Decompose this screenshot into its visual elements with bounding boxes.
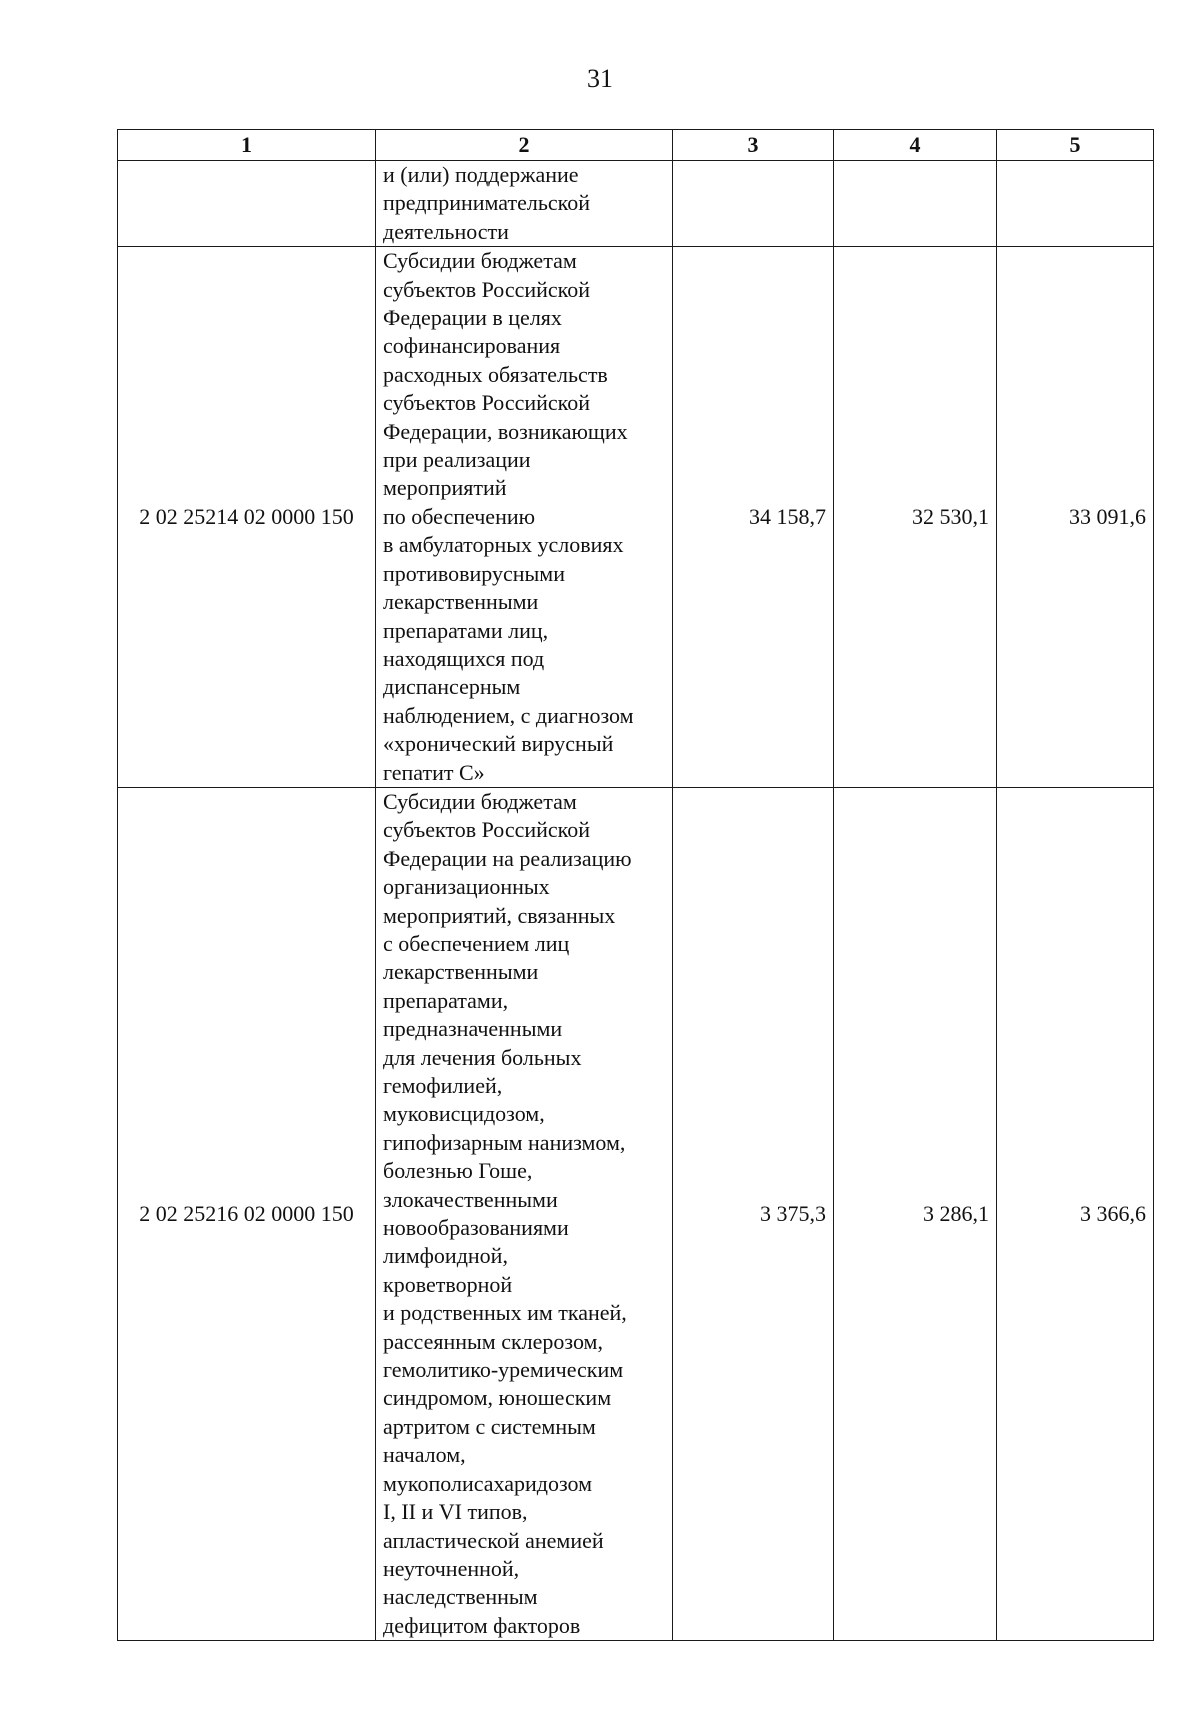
description-cell — [376, 247, 673, 788]
description-line: новообразованиями — [383, 1215, 569, 1241]
budget-code-cell: 2 02 25214 02 0000 150 — [118, 247, 376, 788]
description-line: злокачественными — [383, 1186, 558, 1212]
column-header-3: 3 — [673, 130, 834, 161]
table-row — [118, 787, 1154, 1640]
description-line: I, II и VI типов, — [383, 1499, 528, 1525]
description-line: предпринимательской — [383, 190, 591, 216]
description-line: гипофизарным нанизмом, — [383, 1129, 626, 1155]
description-line: субъектов Российской — [383, 276, 591, 302]
description-line: «хронический вирусный — [383, 731, 614, 757]
budget-code-cell: 2 02 25216 02 0000 150 — [118, 787, 376, 1640]
description-line: в амбулаторных условиях — [383, 532, 624, 558]
description-cell — [376, 787, 673, 1640]
description-line: субъектов Российской — [383, 817, 591, 843]
description-line: рассеянным склерозом, — [383, 1328, 603, 1354]
description-line: противовирусными — [383, 560, 565, 586]
description-line: болезнью Гоше, — [383, 1158, 533, 1184]
description-line: организационных — [383, 874, 550, 900]
description-line: муковисцидозом, — [383, 1101, 545, 1127]
description-line: Субсидии бюджетам — [383, 788, 577, 814]
table-row — [118, 161, 1154, 247]
description-line: Федерации в целях — [383, 305, 562, 331]
description-line: неуточненной, — [383, 1555, 520, 1581]
description-line: началом, — [383, 1442, 466, 1468]
amount-column-4: 32 530,1 — [834, 247, 997, 788]
description-line: дефицитом факторов — [383, 1612, 581, 1638]
description-line: синдромом, юношеским — [383, 1385, 612, 1411]
description-line: Федерации на реализацию — [383, 845, 632, 871]
amount-column-3: 34 158,7 — [673, 247, 834, 788]
description-line: и (или) поддержание — [383, 162, 579, 187]
amount-column-3 — [673, 161, 834, 247]
budget-code-cell — [118, 161, 376, 247]
header-row — [118, 130, 1154, 161]
description-line: наследственным — [383, 1584, 538, 1610]
description-line: для лечения больных — [383, 1044, 582, 1070]
column-header-1: 1 — [118, 130, 376, 161]
description-line: по обеспечению — [383, 503, 536, 529]
description-line: артритом с системным — [383, 1413, 596, 1439]
amount-column-5 — [997, 161, 1154, 247]
description-line: субъектов Российской — [383, 390, 591, 416]
amount-column-4: 3 286,1 — [834, 787, 997, 1640]
amount-column-5: 33 091,6 — [997, 247, 1154, 788]
description-line: гемофилией, — [383, 1073, 503, 1098]
description-line: препаратами, — [383, 987, 509, 1013]
description-line: с обеспечением лиц — [383, 930, 570, 956]
description-line: лимфоидной, — [383, 1243, 508, 1269]
description-line: наблюдением, с диагнозом — [383, 702, 634, 728]
column-header-2: 2 — [376, 130, 673, 161]
amount-column-3: 3 375,3 — [673, 787, 834, 1640]
description-line: мероприятий — [383, 475, 507, 501]
description-line: расходных обязательств — [383, 361, 608, 387]
description-line: деятельности — [383, 218, 509, 244]
description-line: и родственных им тканей, — [383, 1300, 627, 1326]
amount-column-5: 3 366,6 — [997, 787, 1154, 1640]
column-header-4: 4 — [834, 130, 997, 161]
budget-table — [117, 129, 1154, 1641]
table-row — [118, 247, 1154, 788]
description-line: при реализации — [383, 447, 531, 473]
description-line: предназначенными — [383, 1016, 563, 1042]
description-line: мероприятий, связанных — [383, 902, 616, 928]
description-line: апластической анемией — [383, 1527, 604, 1553]
description-cell — [376, 161, 673, 247]
amount-column-4 — [834, 161, 997, 247]
description-line: диспансерным — [383, 674, 521, 700]
description-line: лекарственными — [383, 589, 539, 615]
description-line: Федерации, возникающих — [383, 418, 628, 444]
description-line: гемолитико-уремическим — [383, 1357, 624, 1383]
description-line: Субсидии бюджетам — [383, 248, 577, 274]
description-line: кроветворной — [383, 1271, 513, 1297]
description-line: мукополисахаридозом — [383, 1470, 593, 1496]
description-line: гепатит С» — [383, 759, 485, 785]
description-line: лекарственными — [383, 959, 539, 985]
description-line: софинансирования — [383, 333, 561, 359]
column-header-5: 5 — [997, 130, 1154, 161]
description-line: находящихся под — [383, 645, 545, 671]
description-line: препаратами лиц, — [383, 617, 549, 643]
page-number: 31 — [587, 64, 613, 93]
